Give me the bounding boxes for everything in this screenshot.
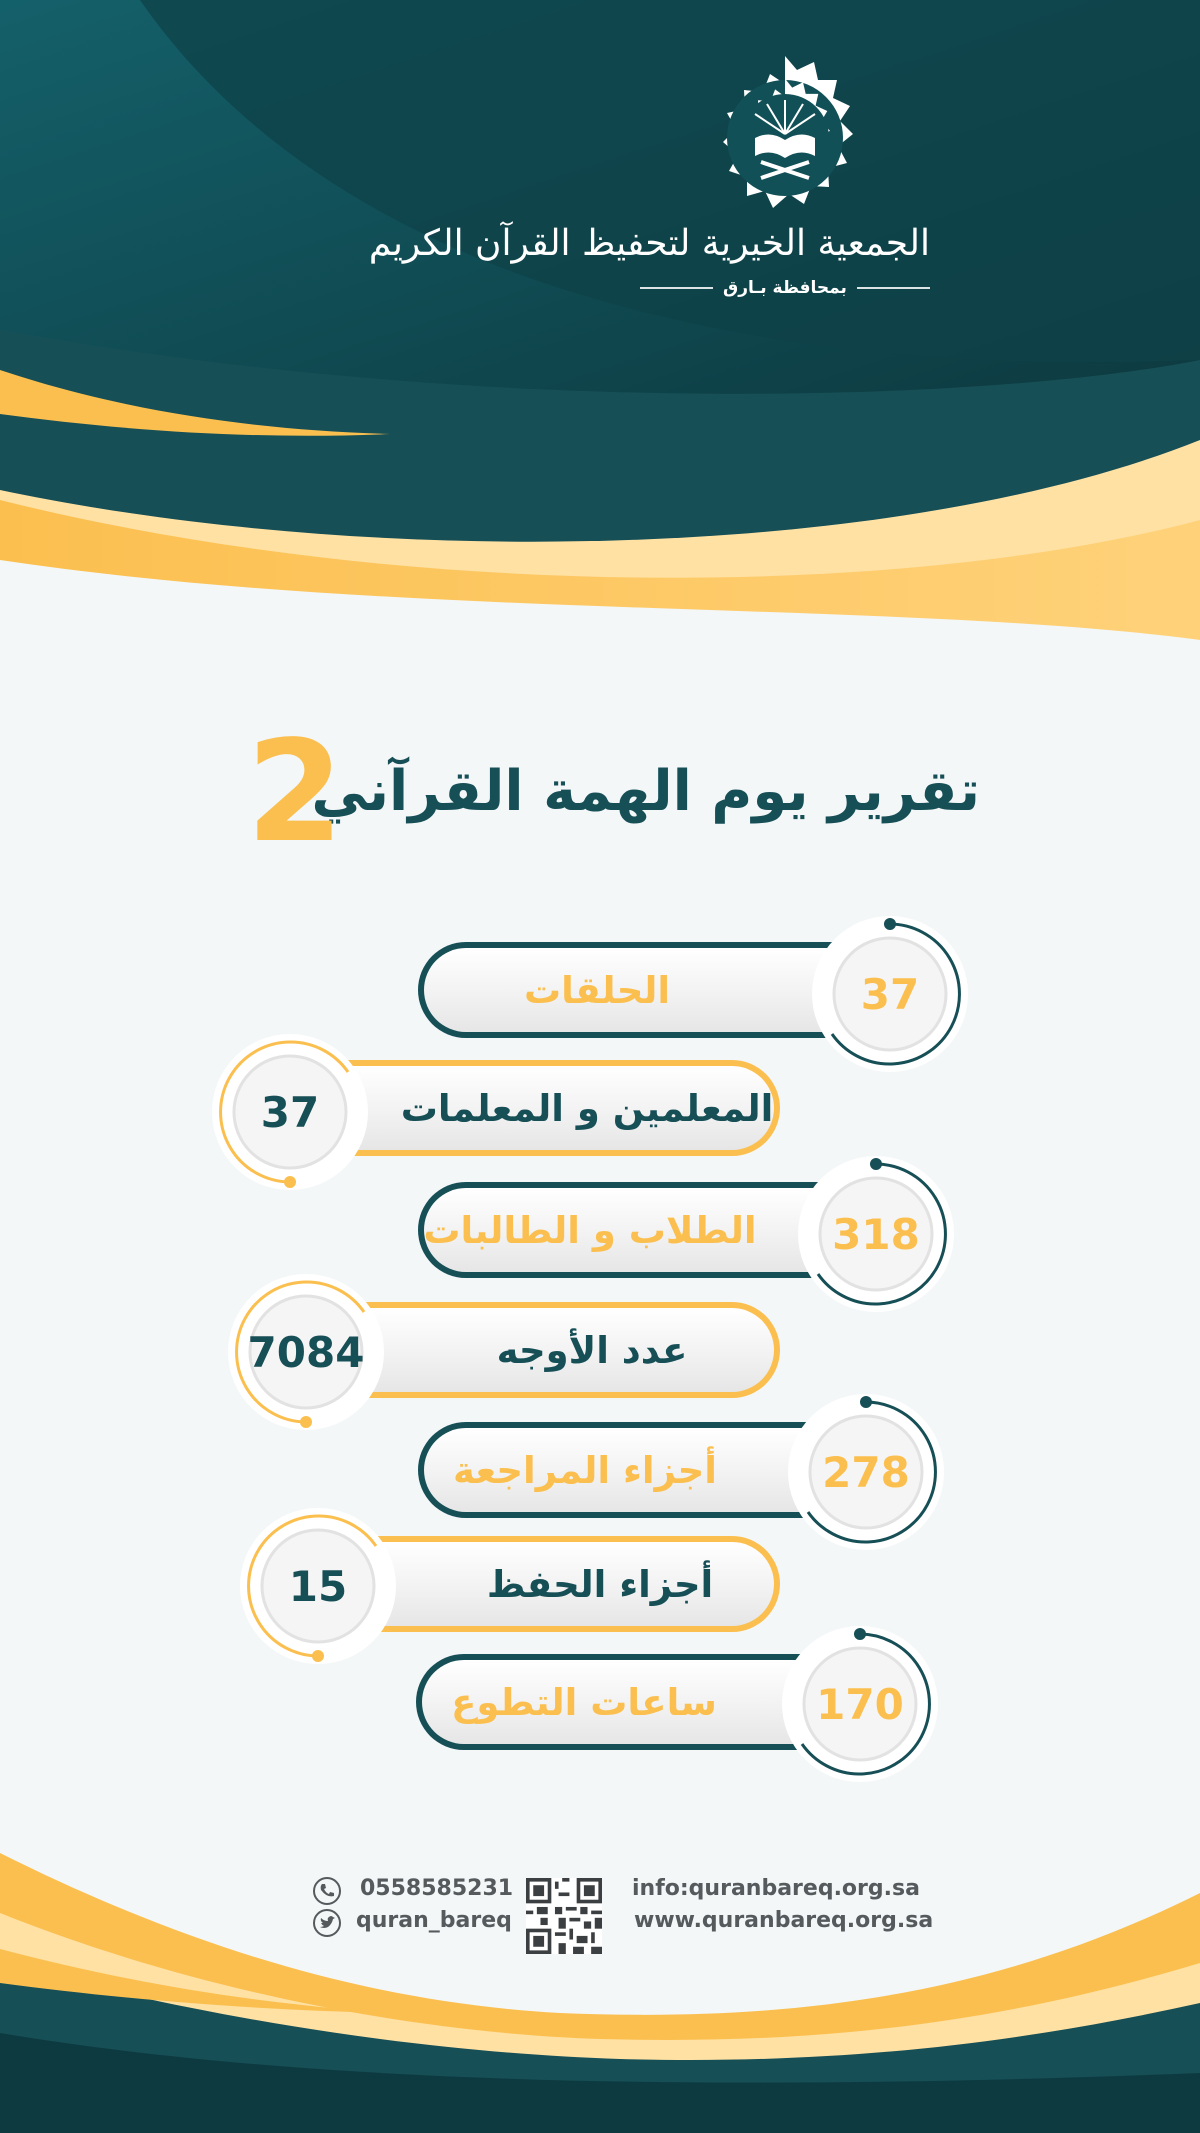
stat-row-memorization-parts (366, 1536, 780, 1632)
email-address[interactable]: info:quranbareq.org.sa (632, 1876, 920, 1901)
stat-row-circles (418, 942, 850, 1038)
divider (640, 287, 713, 289)
stat-row-volunteer-hours (416, 1654, 826, 1750)
logo-subtitle-text: بمحافظة بـارق (723, 278, 847, 298)
qr-code[interactable] (526, 1878, 602, 1954)
stat-badge (792, 1150, 960, 1318)
report-number: 2 (246, 711, 344, 874)
stat-value: 15 (288, 1561, 348, 1611)
stat-value: 37 (860, 969, 920, 1019)
stat-value: 37 (260, 1087, 320, 1137)
stat-row-pages (350, 1302, 780, 1398)
stat-label: الطلاب و الطالبات (423, 1208, 757, 1252)
report-title: تقرير يوم الهمة القرآني (311, 759, 980, 824)
stat-row-teachers (340, 1060, 780, 1156)
logo-subtitle (640, 276, 930, 300)
logo-wordmark: الجمعية الخيرية لتحفيظ القرآن الكريم (368, 223, 930, 264)
stat-value: 170 (816, 1679, 904, 1729)
stat-badge (222, 1268, 390, 1436)
contact-footer (300, 1870, 934, 1960)
stat-badge (206, 1028, 374, 1196)
stat-label: عدد الأوجه (496, 1328, 688, 1372)
header-background (0, 0, 1200, 660)
stat-badge (806, 910, 974, 1078)
stat-row-students (418, 1182, 836, 1278)
stat-value: 318 (832, 1209, 920, 1259)
stat-value: 278 (822, 1447, 910, 1497)
stat-row-revision-parts (418, 1422, 826, 1518)
stat-badge (234, 1502, 402, 1670)
twitter-handle[interactable]: quran_bareq (356, 1908, 512, 1933)
stat-badge (776, 1620, 944, 1788)
website-link[interactable]: www.quranbareq.org.sa (634, 1908, 934, 1933)
stat-label: أجزاء الحفظ (486, 1562, 714, 1606)
stat-label: الحلقات (523, 968, 671, 1012)
stat-label: ساعات التطوع (451, 1680, 717, 1724)
stat-label: المعلمين و المعلمات (400, 1086, 774, 1130)
stat-badge (782, 1388, 950, 1556)
stat-label: أجزاء المراجعة (453, 1448, 717, 1492)
phone-icon (312, 1876, 342, 1906)
divider (857, 287, 930, 289)
stat-value: 7084 (247, 1327, 365, 1377)
twitter-icon (312, 1908, 342, 1938)
association-logo (368, 48, 930, 308)
phone-number[interactable]: 0558585231 (360, 1876, 514, 1901)
